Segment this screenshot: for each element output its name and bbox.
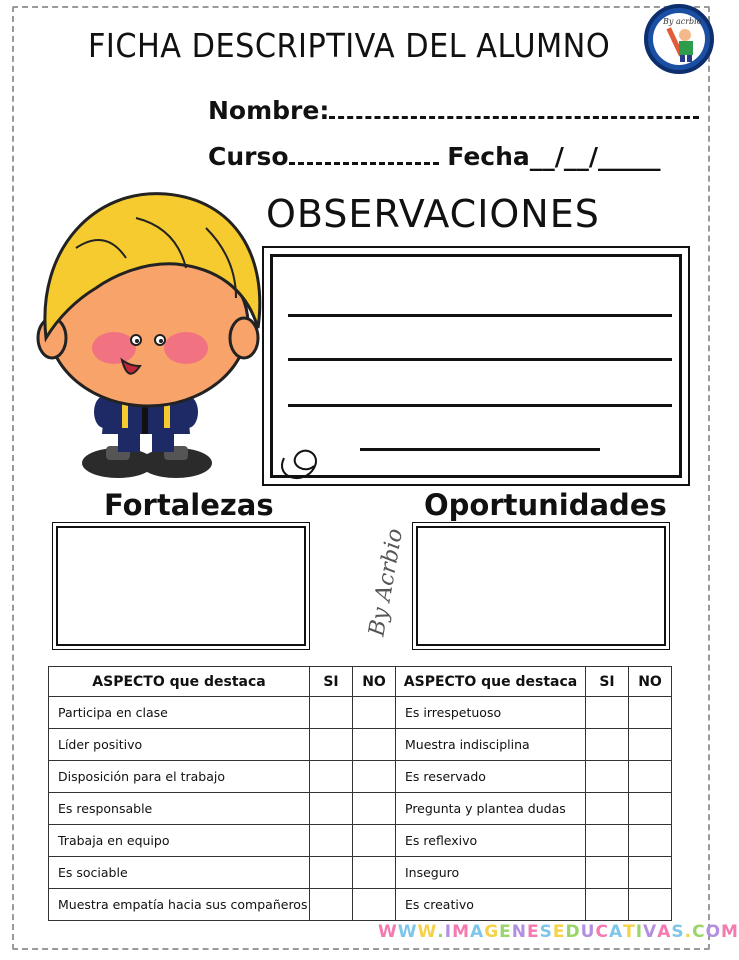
- fortalezas-label: Fortalezas: [104, 488, 274, 522]
- aspect-left-label: Disposición para el trabajo: [49, 761, 310, 793]
- footer-letter: I: [635, 922, 644, 942]
- footer-letter: W: [417, 922, 438, 942]
- nombre-label: Nombre:: [208, 96, 330, 125]
- table-row: [49, 729, 672, 761]
- oportunidades-box[interactable]: [416, 526, 666, 646]
- logo-text: By acrbio: [663, 17, 702, 26]
- si-checkbox-cell[interactable]: [586, 697, 629, 729]
- footer-letter: E: [552, 922, 566, 942]
- si-checkbox-cell[interactable]: [586, 793, 629, 825]
- aspect-left-label: Trabaja en equipo: [49, 825, 310, 857]
- fecha-label: Fecha: [447, 142, 530, 171]
- author-signature: By Acrbio: [364, 526, 409, 639]
- footer-letter: C: [692, 922, 706, 942]
- no-checkbox-cell[interactable]: [353, 889, 396, 921]
- aspect-right-label: Es reflexivo: [396, 825, 586, 857]
- si-checkbox-cell[interactable]: [586, 857, 629, 889]
- header-si-right: SI: [586, 667, 629, 697]
- footer-letter: .: [437, 922, 445, 942]
- footer-text: [378, 922, 739, 942]
- aspects-table: [48, 666, 672, 921]
- no-checkbox-cell[interactable]: [629, 857, 672, 889]
- no-checkbox-cell[interactable]: [353, 793, 396, 825]
- no-checkbox-cell[interactable]: [353, 761, 396, 793]
- footer-letter: D: [565, 922, 581, 942]
- si-checkbox-cell[interactable]: [310, 697, 353, 729]
- no-checkbox-cell[interactable]: [353, 729, 396, 761]
- aspect-right-label: Inseguro: [396, 857, 586, 889]
- footer-letter: M: [721, 922, 739, 942]
- footer-letter: S: [671, 922, 685, 942]
- no-checkbox-cell[interactable]: [629, 825, 672, 857]
- no-checkbox-cell[interactable]: [629, 793, 672, 825]
- header-si-left: SI: [310, 667, 353, 697]
- no-checkbox-cell[interactable]: [353, 697, 396, 729]
- footer-letter: E: [527, 922, 540, 942]
- header-aspecto-right: ASPECTO que destaca: [396, 667, 586, 697]
- oportunidades-label: Oportunidades: [424, 488, 667, 522]
- footer-letter: M: [452, 922, 471, 942]
- footer-letter: V: [643, 922, 658, 942]
- footer-letter: N: [511, 922, 528, 942]
- table-row: [49, 761, 672, 793]
- footer-letter: O: [705, 922, 722, 942]
- curso-fecha-row: [208, 142, 661, 171]
- no-checkbox-cell[interactable]: [629, 729, 672, 761]
- footer-watermark: [378, 922, 739, 942]
- si-checkbox-cell[interactable]: [310, 729, 353, 761]
- table-row: [49, 793, 672, 825]
- observations-title: OBSERVACIONES: [266, 192, 600, 236]
- si-checkbox-cell[interactable]: [310, 825, 353, 857]
- footer-letter: S: [539, 922, 553, 942]
- fortalezas-box[interactable]: [56, 526, 306, 646]
- aspect-left-label: Es responsable: [49, 793, 310, 825]
- footer-letter: A: [470, 922, 485, 942]
- curso-label: Curso: [208, 142, 289, 171]
- swirl-decoration: [274, 438, 334, 488]
- footer-letter: I: [444, 922, 453, 942]
- brand-logo: [644, 4, 714, 74]
- student-illustration: [36, 188, 266, 484]
- observations-box[interactable]: [262, 246, 690, 486]
- table-row: [49, 889, 672, 921]
- footer-letter: W: [378, 922, 398, 942]
- footer-letter: A: [608, 922, 624, 942]
- header-no-right: NO: [629, 667, 672, 697]
- aspect-left-label: Participa en clase: [49, 697, 310, 729]
- nombre-blank[interactable]: [329, 97, 699, 119]
- aspect-left-label: Muestra empatía hacia sus compañeros: [49, 889, 310, 921]
- table-row: [49, 825, 672, 857]
- nombre-field[interactable]: [208, 96, 699, 125]
- table-header-row: [49, 667, 672, 697]
- no-checkbox-cell[interactable]: [629, 761, 672, 793]
- footer-letter: .: [684, 922, 693, 942]
- si-checkbox-cell[interactable]: [310, 761, 353, 793]
- si-checkbox-cell[interactable]: [310, 857, 353, 889]
- table-row: [49, 697, 672, 729]
- si-checkbox-cell[interactable]: [310, 793, 353, 825]
- no-checkbox-cell[interactable]: [629, 697, 672, 729]
- fecha-blank[interactable]: __/__/_____: [529, 142, 661, 171]
- footer-letter: T: [623, 922, 636, 942]
- footer-letter: E: [499, 922, 512, 942]
- page-title: FICHA DESCRIPTIVA DEL ALUMNO: [88, 26, 611, 65]
- si-checkbox-cell[interactable]: [586, 729, 629, 761]
- no-checkbox-cell[interactable]: [353, 857, 396, 889]
- si-checkbox-cell[interactable]: [586, 761, 629, 793]
- aspect-right-label: Pregunta y plantea dudas: [396, 793, 586, 825]
- header-no-left: NO: [353, 667, 396, 697]
- aspect-right-label: Es reservado: [396, 761, 586, 793]
- footer-letter: G: [484, 922, 500, 942]
- si-checkbox-cell[interactable]: [310, 889, 353, 921]
- aspect-left-label: Es sociable: [49, 857, 310, 889]
- aspect-right-label: Muestra indisciplina: [396, 729, 586, 761]
- si-checkbox-cell[interactable]: [586, 825, 629, 857]
- header-aspecto-left: ASPECTO que destaca: [49, 667, 310, 697]
- curso-blank[interactable]: [289, 143, 439, 165]
- table-row: [49, 857, 672, 889]
- footer-letter: W: [397, 922, 418, 942]
- aspect-right-label: Es creativo: [396, 889, 586, 921]
- footer-letter: C: [595, 922, 609, 942]
- no-checkbox-cell[interactable]: [629, 889, 672, 921]
- aspect-right-label: Es irrespetuoso: [396, 697, 586, 729]
- footer-letter: A: [657, 922, 672, 942]
- aspect-left-label: Líder positivo: [49, 729, 310, 761]
- no-checkbox-cell[interactable]: [353, 825, 396, 857]
- footer-letter: U: [580, 922, 596, 942]
- si-checkbox-cell[interactable]: [586, 889, 629, 921]
